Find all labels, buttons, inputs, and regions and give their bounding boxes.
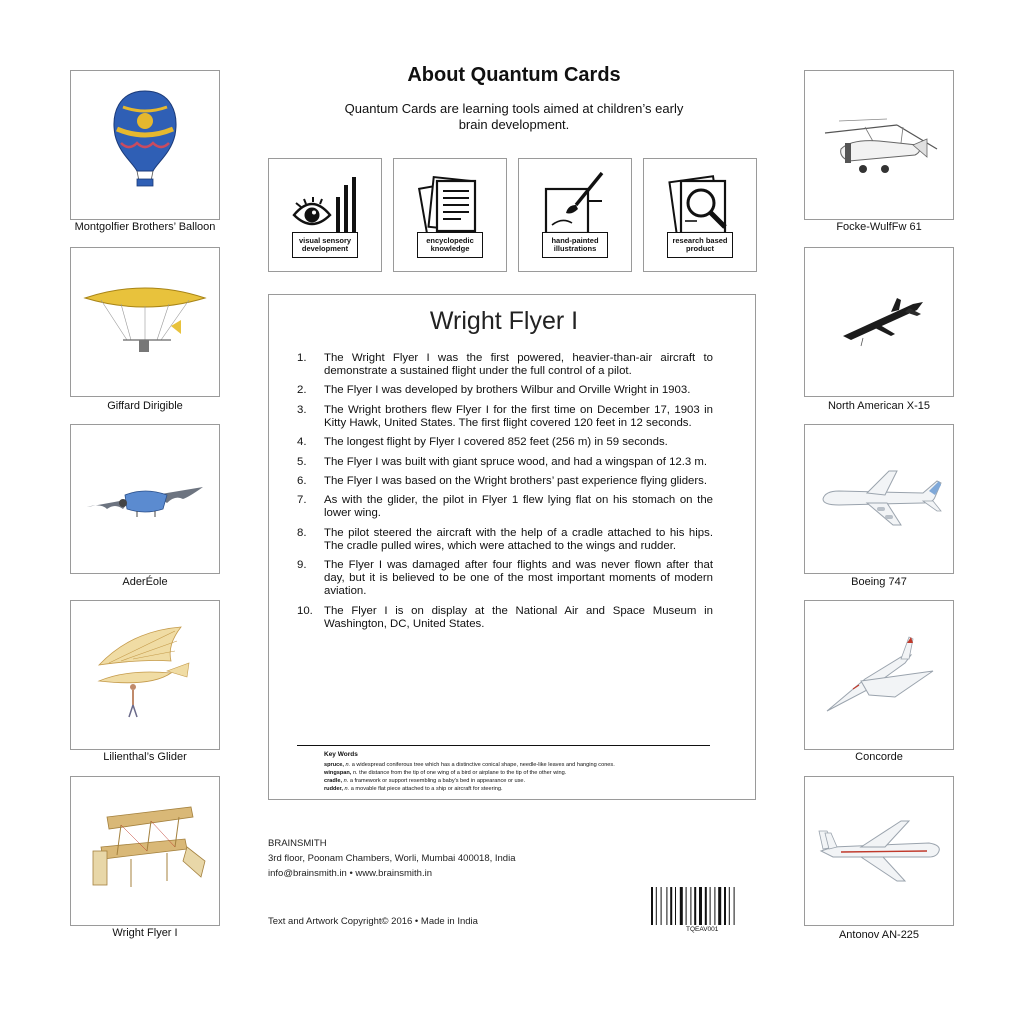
card-boeing-747 bbox=[804, 424, 954, 574]
dirigible-icon bbox=[71, 248, 219, 396]
card-x15 bbox=[804, 247, 954, 397]
rotorcraft-icon bbox=[805, 71, 953, 219]
card-caption: AderÉole bbox=[122, 576, 168, 588]
card-caption: Boeing 747 bbox=[851, 576, 907, 588]
copyright: Text and Artwork Copyright© 2016 • Made in India bbox=[268, 916, 478, 927]
feature-label: encyclopedic knowledge bbox=[417, 232, 483, 258]
facts-list bbox=[297, 352, 713, 637]
card-antonov bbox=[804, 776, 954, 926]
card-montgolfier-balloon bbox=[70, 70, 220, 220]
feature-visual-sensory bbox=[268, 158, 382, 272]
magnifier-icon bbox=[667, 171, 733, 237]
info-card-title: Wright Flyer I bbox=[429, 307, 579, 335]
card-caption: Giffard Dirigible bbox=[107, 400, 183, 412]
feature-research bbox=[643, 158, 757, 272]
fact-item: 2. The Flyer I was developed by brothers Wilbur and Orville Wright in 1903. bbox=[297, 384, 691, 397]
card-lilienthal-glider bbox=[70, 600, 220, 750]
key-words-title: Key Words bbox=[324, 751, 358, 758]
eye-icon bbox=[292, 171, 358, 237]
key-words-divider bbox=[297, 745, 710, 746]
card-caption: Antonov AN-225 bbox=[838, 929, 920, 941]
feature-hand-painted bbox=[518, 158, 632, 272]
info-card bbox=[268, 294, 756, 800]
fact-item: 5. The Flyer I was built with giant spruce wood, and had a wingspan of 12.3 m. bbox=[297, 455, 708, 468]
key-word-entry: wingspan, n. the distance from the tip of one wing of a bird or airplane to the tip of the other wing. bbox=[324, 770, 567, 776]
feature-encyclopedic bbox=[393, 158, 507, 272]
hot-air-balloon-icon bbox=[71, 71, 219, 219]
papers-icon bbox=[417, 171, 483, 237]
card-focke-wulf bbox=[804, 70, 954, 220]
fact-item: 1. The Wright Flyer I was the first powered, heavier-than-air aircraft to demonstrate a sustained flight under the full control of a pilot. bbox=[297, 352, 713, 377]
card-caption: Concorde bbox=[855, 751, 903, 763]
bat-wing-aircraft-icon bbox=[71, 425, 219, 573]
feature-label: research based product bbox=[667, 232, 733, 258]
card-giffard-dirigible bbox=[70, 247, 220, 397]
card-caption: Montgolfier Brothers’ Balloon bbox=[74, 221, 216, 233]
barcode-icon bbox=[650, 887, 756, 925]
barcode-code: TQEAV001 bbox=[686, 926, 719, 933]
paintbrush-icon bbox=[542, 171, 608, 237]
publisher-name: BRAINSMITH bbox=[268, 838, 327, 849]
feature-label: hand-painted illustrations bbox=[542, 232, 608, 258]
card-caption: Lilienthal’s Glider bbox=[103, 751, 187, 763]
key-word-entry: spruce, n. a widespread coniferous tree which has a distinctive conical shape, needle-like leaves and hanging cones. bbox=[324, 762, 615, 768]
key-word-entry: cradle, n. a framework or support resembling a baby's bed in appearance or use. bbox=[324, 778, 526, 784]
page-subtitle: Quantum Cards are learning tools aimed at children’s early brain development. bbox=[344, 101, 684, 132]
biplane-icon bbox=[71, 777, 219, 925]
fact-item: 4. The longest flight by Flyer I covered 852 feet (256 m) in 59 seconds. bbox=[297, 436, 668, 449]
publisher-address: 3rd floor, Poonam Chambers, Worli, Mumbai 400018, India bbox=[268, 853, 516, 864]
key-word-entry: rudder, n. a movable flat piece attached to a ship or aircraft for steering. bbox=[324, 786, 503, 792]
jumbo-jet-icon bbox=[805, 425, 953, 573]
fact-item: 3. The Wright brothers flew Flyer I for the first time on December 17, 1903 in Kitty Hawk, United States. The first flight covered 120 feet in 12 seconds. bbox=[297, 403, 713, 429]
rocket-plane-icon bbox=[805, 248, 953, 396]
cargo-jet-icon bbox=[805, 777, 953, 925]
supersonic-jet-icon bbox=[805, 601, 953, 749]
card-wright-flyer bbox=[70, 776, 220, 926]
card-caption: Wright Flyer I bbox=[112, 927, 178, 939]
card-caption: Focke-WulfFw 61 bbox=[836, 221, 922, 233]
feature-label: visual sensory development bbox=[292, 232, 358, 258]
glider-icon bbox=[71, 601, 219, 749]
card-ader-eole bbox=[70, 424, 220, 574]
page-title: About Quantum Cards bbox=[407, 64, 621, 86]
fact-item: 7. As with the glider, the pilot in Flyer 1 flew lying flat on his stomach on the lower wing. bbox=[297, 494, 713, 520]
fact-item: 8. The pilot steered the aircraft with the help of a cradle attached to his hips. The cradle pulled wires, which were attached to the wings and rudder. bbox=[297, 526, 713, 552]
fact-item: 9. The Flyer I was damaged after four flights and was never flown after that day, but it is believed to be one of the most important moments of modern aviation. bbox=[297, 559, 713, 598]
card-caption: North American X-15 bbox=[827, 400, 931, 412]
card-concorde bbox=[804, 600, 954, 750]
fact-item: 10. The Flyer I is on display at the National Air and Space Museum in Washington, DC, United States. bbox=[297, 604, 713, 630]
fact-item: 6. The Flyer I was based on the Wright brothers’ past experience flying gliders. bbox=[297, 474, 708, 487]
publisher-contact: info@brainsmith.in • www.brainsmith.in bbox=[268, 868, 432, 879]
